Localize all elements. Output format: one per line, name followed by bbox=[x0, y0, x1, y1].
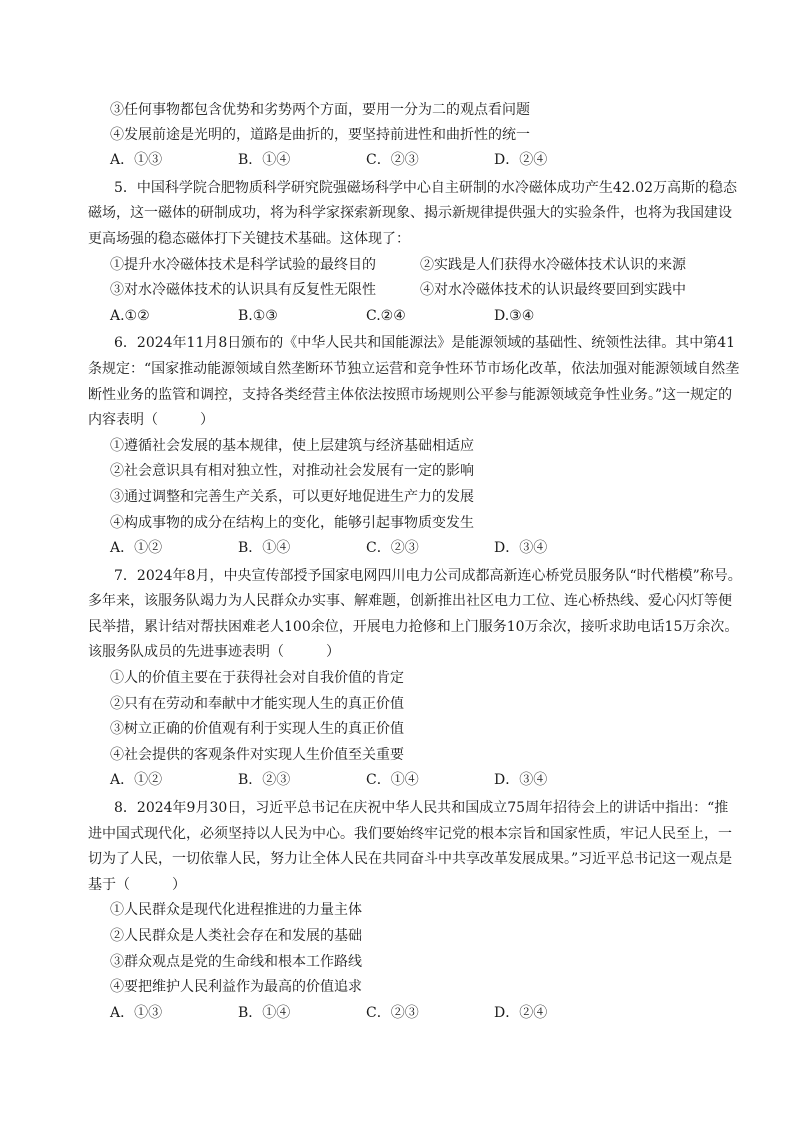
q7-answer-b: B．②③ bbox=[238, 772, 291, 789]
q6-option-4: ④构成事物的成分在结构上的变化，能够引起事物质变发生 bbox=[110, 514, 474, 531]
q5-stem-line-2: 磁场，这一磁体的研制成功，将为科学家探索新现象、揭示新规律提供强大的实验条件，也将为我国建设 bbox=[88, 205, 732, 222]
q8-stem-line-1: 8．2024年9月30日，习近平总书记在庆祝中华人民共和国成立75周年招待会上的讲话中指出：“推 bbox=[114, 800, 729, 817]
q7-option-1: ①人的价值主要在于获得社会对自我价值的肯定 bbox=[110, 670, 404, 687]
q7-answer-d: D．③④ bbox=[494, 772, 548, 789]
q6-answer-d: D．③④ bbox=[494, 540, 548, 557]
q6-answer-c: C．②③ bbox=[366, 540, 419, 557]
q4-answer-b: B．①④ bbox=[238, 152, 291, 169]
q5-option-1: ①提升水冷磁体技术是科学试验的最终目的 bbox=[110, 256, 376, 273]
q7-stem-line-4: 该服务队成员的先进事迹表明（ ） bbox=[88, 644, 340, 661]
q8-answer-choices bbox=[88, 1001, 720, 1027]
q6-answer-choices bbox=[88, 536, 720, 562]
q8-answer-d: D．②④ bbox=[494, 1004, 548, 1021]
q4-option-3: ③任何事物都包含优势和劣势两个方面，要用一分为二的观点看问题 bbox=[110, 102, 530, 118]
q8-option-3: ③群众观点是党的生命线和根本工作路线 bbox=[110, 953, 362, 970]
q8-stem-line-4: 基于（ ） bbox=[88, 876, 186, 893]
q7-answer-c: C．①④ bbox=[366, 772, 419, 789]
q4-answer-d: D．②④ bbox=[494, 152, 548, 169]
q8-option-1: ①人民群众是现代化进程推进的力量主体 bbox=[110, 902, 362, 919]
q5-stem-line-1: 5．中国科学院合肥物质科学研究院强磁场科学中心自主研制的水冷磁体成功产生42.02万高斯的稳态 bbox=[114, 179, 737, 196]
q8-option-4: ④要把维护人民利益作为最高的价值追求 bbox=[110, 979, 362, 996]
q6-option-1: ①遵循社会发展的基本规律，使上层建筑与经济基础相适应 bbox=[110, 437, 474, 454]
q6-option-3: ③通过调整和完善生产关系，可以更好地促进生产力的发展 bbox=[110, 488, 474, 505]
q5-answer-choices bbox=[88, 304, 720, 330]
q5-answer-c: C.②④ bbox=[366, 307, 406, 324]
q7-option-3: ③树立正确的价值观有利于实现人生的真正价值 bbox=[110, 721, 404, 738]
q5-answer-a: A.①② bbox=[110, 307, 150, 324]
q6-option-2: ②社会意识具有相对独立性，对推动社会发展有一定的影响 bbox=[110, 463, 474, 480]
q8-option-2: ②人民群众是人类社会存在和发展的基础 bbox=[110, 928, 362, 944]
q5-stem-line-3: 更高场强的稳态磁体打下关键技术基础。这体现了： bbox=[88, 230, 410, 247]
q7-stem-line-2: 多年来，该服务队竭力为人民群众办实事、解难题，创新推出社区电力工位、连心桥热线、爱心闪灯等便 bbox=[88, 593, 732, 610]
q6-stem-line-1: 6．2024年11月8日颁布的《中华人民共和国能源法》是能源领域的基础性、统领性法律。其中第41 bbox=[114, 335, 736, 352]
q8-answer-b: B．①④ bbox=[238, 1004, 291, 1021]
q5-answer-d: D.③④ bbox=[494, 307, 535, 324]
q6-answer-a: A．①② bbox=[110, 540, 163, 557]
q5-answer-b: B.①③ bbox=[238, 307, 278, 324]
q7-answer-a: A．①② bbox=[110, 772, 163, 789]
q8-stem-line-3: 切为了人民，一切依靠人民，努力让全体人民在共同奋斗中共享改革发展成果。”习近平总书记这一观点是 bbox=[88, 851, 733, 868]
q4-answer-choices bbox=[88, 148, 720, 174]
q8-stem-line-2: 进中国式现代化，必须坚持以人民为中心。我们要始终牢记党的根本宗旨和国家性质，牢记人民至上，一 bbox=[88, 825, 732, 842]
q7-option-4: ④社会提供的客观条件对实现人生价值至关重要 bbox=[110, 746, 404, 763]
q7-stem-line-1: 7．2024年8月，中央宣传部授予国家电网四川电力公司成都高新连心桥党员服务队“时代楷模”称号。 bbox=[114, 567, 742, 584]
q7-option-2: ②只有在劳动和奉献中才能实现人生的真正价值 bbox=[110, 695, 404, 712]
q4-option-4: ④发展前途是光明的，道路是曲折的，要坚持前进性和曲折性的统一 bbox=[110, 126, 530, 143]
q8-answer-a: A．①③ bbox=[110, 1004, 163, 1021]
q5-options-row-1 bbox=[88, 253, 720, 279]
exam-page bbox=[88, 98, 742, 1028]
q6-stem-line-3: 断性业务的监管和调控，支持各类经营主体依法按照市场规则公平参与能源领域竞争性业务。”这一规定的 bbox=[88, 386, 733, 403]
q5-option-3: ③对水冷磁体技术的认识具有反复性无限性 bbox=[110, 282, 376, 299]
q7-stem-line-3: 民举措，累计结对帮扶困难老人100余位，开展电力抢修和上门服务10万余次，接听求助电话15万余次。 bbox=[88, 618, 739, 635]
q7-answer-choices bbox=[88, 768, 720, 794]
q5-option-2: ②实践是人们获得水冷磁体技术认识的来源 bbox=[420, 256, 686, 273]
q6-answer-b: B．①④ bbox=[238, 540, 291, 557]
q5-options-row-2 bbox=[88, 278, 720, 304]
q8-answer-c: C．②③ bbox=[366, 1004, 419, 1021]
q6-stem-line-2: 条规定：“国家推动能源领域自然垄断环节独立运营和竞争性环节市场化改革，依法加强对能源领域自然垄 bbox=[88, 360, 740, 377]
q4-answer-a: A．①③ bbox=[110, 152, 163, 169]
q4-answer-c: C．②③ bbox=[366, 152, 419, 169]
q5-option-4: ④对水冷磁体技术的认识最终要回到实践中 bbox=[420, 282, 686, 299]
q6-stem-line-4: 内容表明（ ） bbox=[88, 412, 214, 429]
